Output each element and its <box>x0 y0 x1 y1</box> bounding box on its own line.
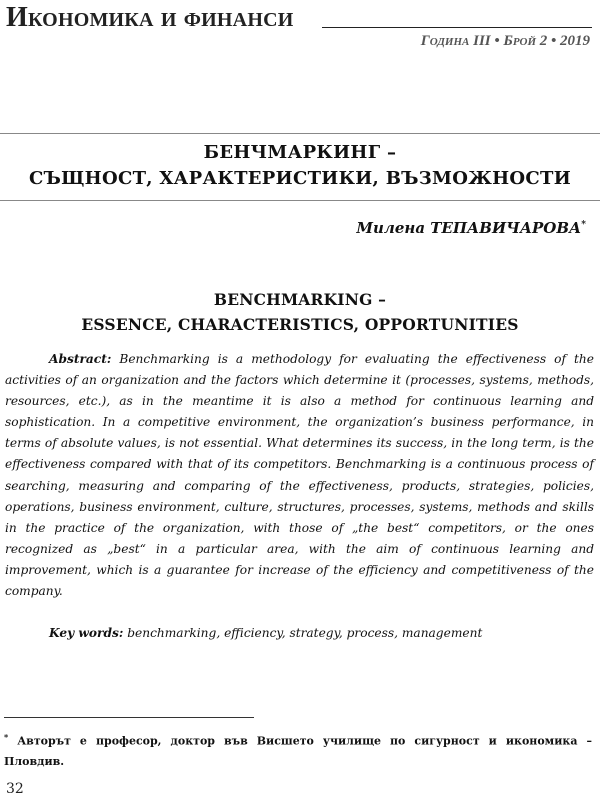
footnote-rule <box>4 717 254 718</box>
keywords <box>5 623 594 644</box>
abstract-text: Benchmarking is a methodology for evaluating the effectiveness of the activities of an organization and the factors which determine it (processes, systems, methods, resources, etc.), as in the meantime it is also a method for continuous learning and sophistication. In a competitive environment, the organization’s business performance, in terms of absolute values, is not essential. What determines its success, in the long term, is the effectiveness compared with that of its competitors. Benchmarking is a continuous process of searching, measuring and comparing of the effectiveness, products, strategies, policies, operations, business environment, culture, structures, processes, systems, methods and skills in the practice of the organization, with those of „the best“ competitors, or the ones recognized as „best“ in a particular area, with the aim of continuous learning and improvement, which is a guarantee for increase of the efficiency and competitiveness of the company. <box>5 352 594 599</box>
title-bg-line-1: БЕНЧМАРКИНГ – <box>203 142 397 163</box>
abstract-label: Abstract: <box>49 352 112 366</box>
author-name-text: Милена ТЕПАВИЧАРОВА <box>356 219 582 237</box>
article-title-bg <box>0 140 600 192</box>
title-en-line-1: BENCHMARKING – <box>213 290 387 309</box>
author-name <box>356 219 586 237</box>
keywords-label: Key words: <box>49 626 124 640</box>
footnote <box>4 727 592 772</box>
issue-info: Година III • Брой 2 • 2019 <box>420 33 590 49</box>
header-rule <box>322 27 592 28</box>
keywords-text: benchmarking, efficiency, strategy, process, management <box>123 626 483 640</box>
author-footnote-mark: * <box>581 220 586 230</box>
article-title-en <box>0 287 600 337</box>
title-rule-top <box>0 133 600 134</box>
journal-title: Икономика и финанси <box>6 2 294 33</box>
title-bg-line-2: СЪЩНОСТ, ХАРАКТЕРИСТИКИ, ВЪЗМОЖНОСТИ <box>28 168 572 189</box>
title-rule-bottom <box>0 200 600 201</box>
footnote-mark: * <box>4 732 9 742</box>
footnote-text: Авторът е професор, доктор във Висшето училище по сигурност и икономика – Пловдив. <box>4 734 592 768</box>
abstract <box>5 349 594 602</box>
title-en-line-2: ESSENCE, CHARACTERISTICS, OPPORTUNITIES <box>81 315 519 334</box>
page-number: 32 <box>6 781 24 797</box>
